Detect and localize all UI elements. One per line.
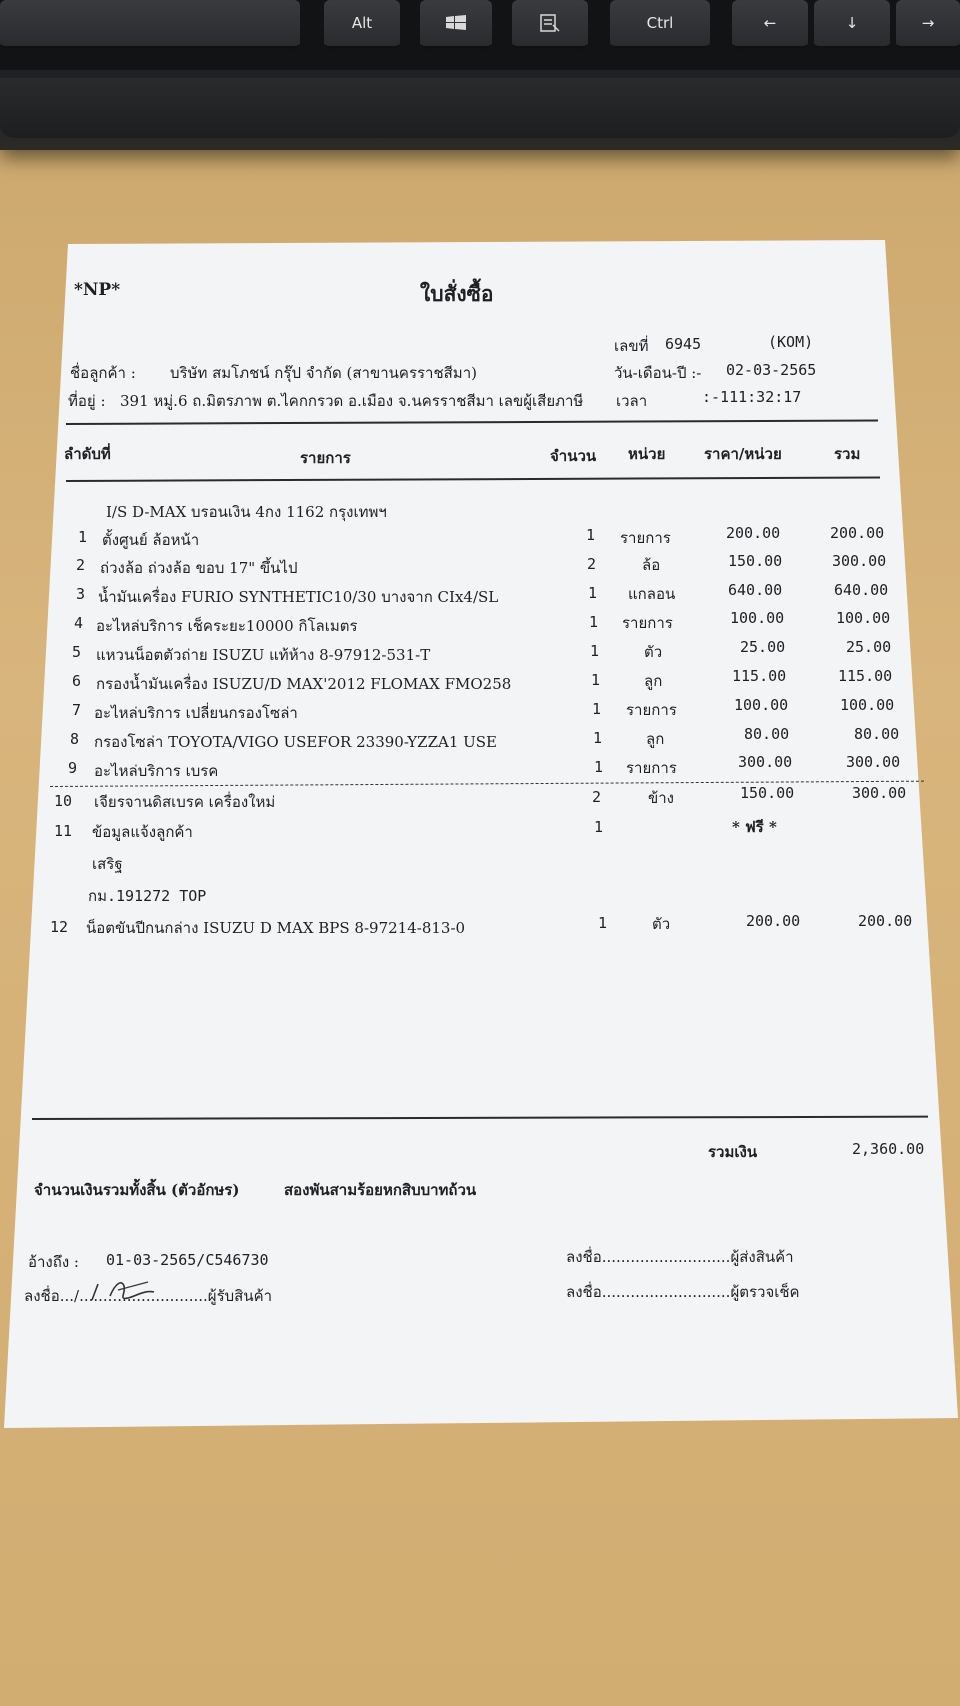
row-total: 300.00 xyxy=(846,753,901,771)
vehicle-info: I/S D-MAX บรอนเงิน 4กง 1162 กรุงเทพฯ xyxy=(106,503,387,521)
row-unit: รายการ xyxy=(626,701,677,719)
date-label: วัน-เดือน-ปี :- xyxy=(614,364,702,382)
address-label: ที่อยู่ : xyxy=(68,392,106,410)
row-unit: รายการ xyxy=(626,759,677,777)
divider xyxy=(32,1116,928,1120)
row-desc: กรองน้ำมันเครื่อง ISUZU/D MAX'2012 FLOMAX FMO258 xyxy=(96,675,512,693)
row-desc: อะไหล่บริการ เบรค xyxy=(94,762,219,780)
row-qty: 1 xyxy=(589,613,599,631)
row-desc: แหวนน็อตตัวถ่าย ISUZU แท้ห้าง 8-97912-531-T xyxy=(96,646,431,664)
row-desc: ข้อมูลแจ้งลูกค้า xyxy=(92,823,193,841)
row-desc: อะไหล่บริการ เปลี่ยนกรองโซล่า xyxy=(94,704,298,722)
row-price: 200.00 xyxy=(746,912,801,930)
row-total: 25.00 xyxy=(846,638,892,656)
row-no: 3 xyxy=(76,585,86,603)
row-no: 4 xyxy=(74,614,84,632)
alt-key[interactable]: Alt xyxy=(324,0,400,49)
arrow-down-key[interactable]: ↓ xyxy=(814,0,890,49)
row-total: 300.00 xyxy=(832,552,887,570)
row-no: 12 xyxy=(50,918,69,936)
row-desc: เจียรจานดิสเบรค เครื่องใหม่ xyxy=(94,793,276,811)
row-desc: กรองโซล่า TOYOTA/VIGO USEFOR 23390-YZZA1 USE xyxy=(94,733,498,751)
sender-signature-line: ลงชื่อ...........................ผู้ส่งสินค้า xyxy=(566,1248,794,1266)
row-unit: แกลอน xyxy=(628,585,676,603)
reference-value: 01-03-2565/C546730 xyxy=(106,1251,269,1269)
time-label: เวลา xyxy=(616,392,648,410)
row-qty: 1 xyxy=(593,729,603,747)
row-price: 80.00 xyxy=(744,725,790,743)
row-total: 80.00 xyxy=(854,725,900,743)
row-unit: ล้อ xyxy=(642,556,661,574)
doc-tag: (KOM) xyxy=(768,333,814,351)
header-unit: หน่วย xyxy=(628,445,666,463)
row-qty: 1 xyxy=(591,671,601,689)
customer-name: บริษัท สมโภชน์ กรุ๊ป จำกัด (สาขานครราชสีมา) xyxy=(170,364,477,382)
row-no: 9 xyxy=(68,759,78,777)
row-no: 10 xyxy=(54,792,73,810)
row-price: 150.00 xyxy=(728,552,783,570)
receipt-code: *NP* xyxy=(74,280,121,300)
signature-icon xyxy=(88,1276,158,1306)
row-desc: ตั้งศูนย์ ล้อหน้า xyxy=(102,531,200,549)
row-no: 5 xyxy=(72,643,82,661)
time-value: :-111:32:17 xyxy=(702,388,802,406)
header-no: ลำดับที่ xyxy=(64,445,111,463)
row-qty: 1 xyxy=(592,700,602,718)
arrow-left-key[interactable]: ← xyxy=(732,0,808,49)
row-total: 115.00 xyxy=(838,667,893,685)
doc-no-label: เลขที่ xyxy=(614,337,649,355)
row-price: 200.00 xyxy=(726,524,781,542)
row-total: 200.00 xyxy=(858,912,913,930)
row-unit: รายการ xyxy=(622,614,673,632)
row-total: 640.00 xyxy=(834,581,889,599)
row-desc: ถ่วงล้อ ถ่วงล้อ ขอบ 17" ขึ้นไป xyxy=(100,559,298,577)
row-unit: ลูก xyxy=(646,730,665,748)
header-total: รวม xyxy=(834,445,861,463)
row-qty: 2 xyxy=(587,555,597,573)
row-price: 115.00 xyxy=(732,667,787,685)
row-qty: 1 xyxy=(598,914,608,932)
row-desc: น้ำมันเครื่อง FURIO SYNTHETIC10/30 บางจาก CIx4/SL xyxy=(98,588,499,606)
row-price: 25.00 xyxy=(740,638,786,656)
row-price: * ฟรี * xyxy=(732,818,777,836)
row-qty: 1 xyxy=(588,584,598,602)
row-total: 100.00 xyxy=(840,696,895,714)
row-desc: อะไหล่บริการ เช็คระยะ10000 กิโลเมตร xyxy=(96,617,358,635)
row-no: 11 xyxy=(54,822,73,840)
reference-label: อ้างถึง : xyxy=(28,1253,79,1271)
receiver-signature-line: ลงชื่อ.../...........................ผู้รับสินค้า xyxy=(24,1287,273,1305)
sum-value: 2,360.00 xyxy=(852,1140,925,1158)
row-desc: น็อตขันปีกนกล่าง ISUZU D MAX BPS 8-97214-813-0 xyxy=(86,919,466,937)
header-qty: จำนวน xyxy=(550,447,597,465)
amount-in-words: สองพันสามร้อยหกสิบบาทถ้วน xyxy=(284,1181,477,1199)
row-price: 100.00 xyxy=(734,696,789,714)
row-unit: รายการ xyxy=(620,529,671,547)
row-no: 6 xyxy=(72,672,82,690)
row-no: 7 xyxy=(72,701,82,719)
header-price: ราคา/หน่วย xyxy=(704,445,782,463)
row-total: 200.00 xyxy=(830,524,885,542)
row-unit: ตัว xyxy=(652,915,671,933)
row-total: 300.00 xyxy=(852,784,907,802)
row-unit: ตัว xyxy=(644,643,663,661)
doc-no: 6945 xyxy=(665,335,702,353)
row-qty: 1 xyxy=(590,642,600,660)
receipt-title: ใบสั่งซื้อ xyxy=(420,281,494,306)
row-total: 100.00 xyxy=(836,609,891,627)
arrow-right-key[interactable]: → xyxy=(896,0,960,49)
row-qty: 1 xyxy=(586,526,596,544)
row-qty: 1 xyxy=(594,758,604,776)
row-price: 300.00 xyxy=(738,753,793,771)
divider xyxy=(66,476,880,481)
row-unit: ลูก xyxy=(644,672,663,690)
row-unit: ข้าง xyxy=(648,789,675,807)
address: 391 หมู่.6 ถ.มิตรภาพ ต.ไคกกรวด อ.เมือง จ.นครราชสีมา เลขผู้เสียภาษี xyxy=(120,392,584,410)
customer-label: ชื่อลูกค้า : xyxy=(70,364,136,382)
row-no: 1 xyxy=(78,528,88,546)
row-no: 2 xyxy=(76,556,86,574)
amount-in-words-label: จำนวนเงินรวมทั้งสิ้น (ตัวอักษร) xyxy=(34,1181,240,1199)
date-value: 02-03-2565 xyxy=(726,361,817,379)
note-name: เสริฐ xyxy=(92,855,123,873)
row-qty: 1 xyxy=(594,818,604,836)
row-price: 100.00 xyxy=(730,609,785,627)
row-price: 150.00 xyxy=(740,784,795,802)
ctrl-key[interactable]: Ctrl xyxy=(610,0,710,49)
row-qty: 2 xyxy=(592,788,602,806)
sum-label: รวมเงิน xyxy=(708,1143,758,1161)
row-no: 8 xyxy=(70,730,80,748)
checker-signature-line: ลงชื่อ...........................ผู้ตรวจเช็ค xyxy=(566,1283,800,1301)
note-plate: กม.191272 TOP xyxy=(88,887,207,905)
row-price: 640.00 xyxy=(728,581,783,599)
header-item: รายการ xyxy=(300,449,351,467)
divider xyxy=(66,419,878,424)
